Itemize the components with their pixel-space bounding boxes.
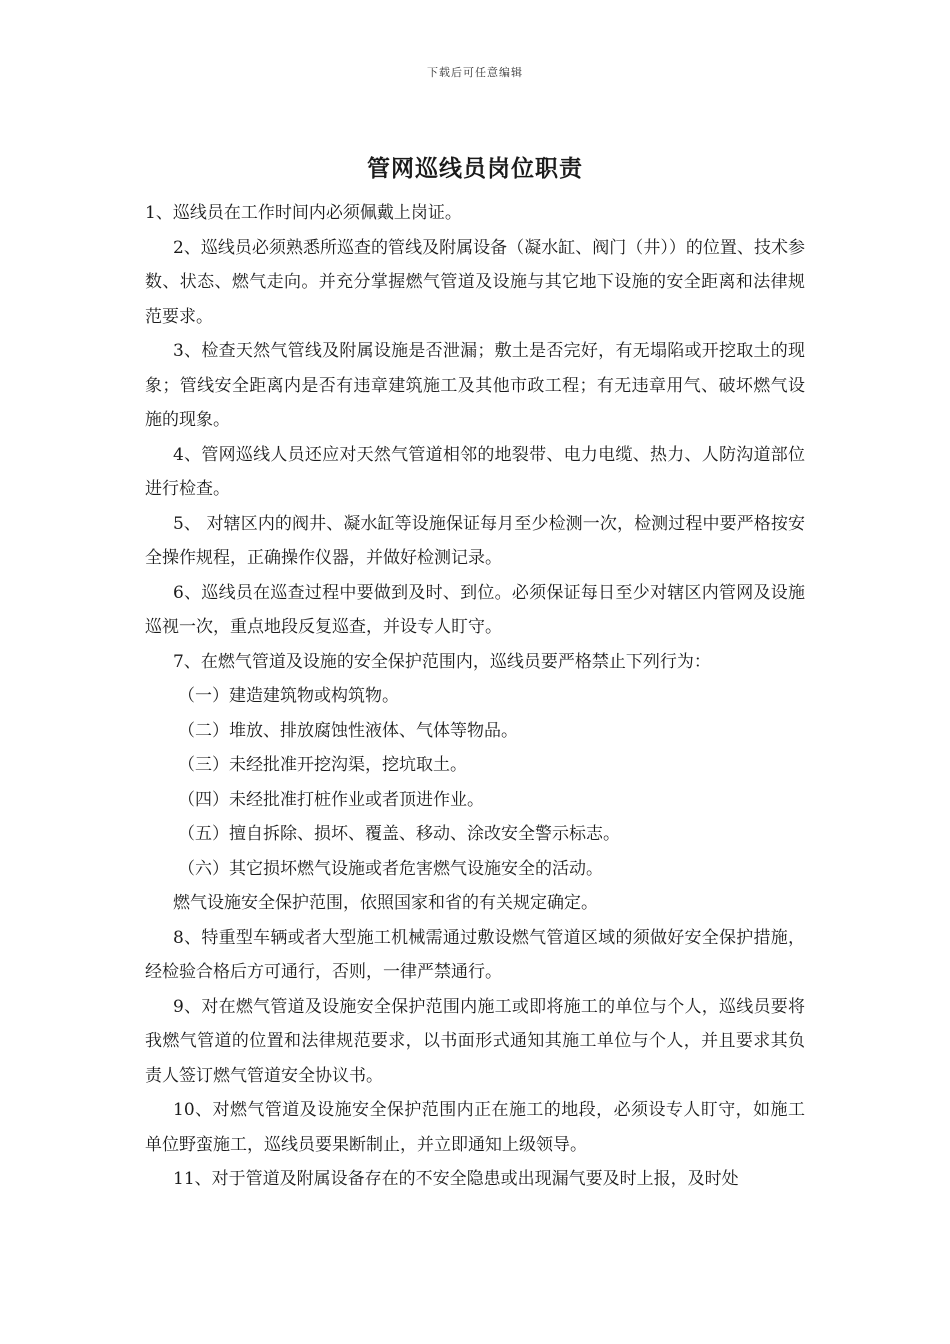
list-item-6: （六）其它损坏燃气设施或者危害燃气设施安全的活动。 [178, 858, 603, 879]
paragraph-protection-range: 燃气设施安全保护范围，依照国家和省的有关规定确定。 [173, 893, 598, 913]
paragraph-3: 3、检查天然气管线及附属设施是否泄漏；敷土是否完好，有无塌陷或开挖取土的现象；管线安全距离内是否有违章建筑施工及其他市政工程；有无违章用气、破坏燃气设施的现象。 [145, 341, 805, 430]
list-item-2: （二）堆放、排放腐蚀性液体、气体等物品。 [178, 720, 518, 741]
list-item-5: （五）擅自拆除、损坏、覆盖、移动、涂改安全警示标志。 [178, 824, 620, 844]
paragraph-7: 7、在燃气管道及设施的安全保护范围内，巡线员要严格禁止下列行为： [173, 651, 711, 672]
paragraph-9: 9、对在燃气管道及设施安全保护范围内施工或即将施工的单位与个人，巡线员要将我燃气管道的位置和法律规范要求，以书面形式通知其施工单位与个人，并且要求其负责人签订燃气管道安全协议书。 [145, 996, 805, 1086]
paragraph-10: 10、对燃气管道及设施安全保护范围内正在施工的地段，必须设专人盯守，如施工单位野蛮施工，巡线员要果断制止，并立即通知上级领导。 [145, 1100, 805, 1155]
paragraph-11: 11、对于管道及附属设备存在的不安全隐患或出现漏气要及时上报，及时处 [173, 1169, 739, 1189]
paragraph-5: 5、 对辖区内的阀井、凝水缸等设施保证每月至少检测一次，检测过程中要严格按安全操作规程，正确操作仪器，并做好检测记录。 [145, 513, 805, 568]
list-item-3: （三）未经批准开挖沟渠，挖坑取土。 [178, 755, 467, 775]
paragraph-2: 2、巡线员必须熟悉所巡查的管线及附属设备（凝水缸、阀门（井））的位置、技术参数、状态、燃气走向。并充分掌握燃气管道及设施与其它地下设施的安全距离和法律规范要求。 [145, 237, 805, 327]
list-item-4: （四）未经批准打桩作业或者顶进作业。 [178, 789, 484, 810]
paragraph-8: 8、特重型车辆或者大型施工机械需通过敷设燃气管道区域的须做好安全保护措施，经检验合格后方可通行，否则，一律严禁通行。 [145, 927, 805, 982]
document-body [145, 196, 805, 1197]
paragraph-6: 6、巡线员在巡查过程中要做到及时、到位。必须保证每日至少对辖区内管网及设施巡视一次，重点地段反复巡查，并设专人盯守。 [145, 582, 805, 637]
header-note: 下载后可任意编辑 [427, 66, 523, 79]
list-item-1: （一）建造建筑物或构筑物。 [178, 686, 399, 706]
paragraph-1: 1、巡线员在工作时间内必须佩戴上岗证。 [145, 203, 462, 223]
document-title: 管网巡线员岗位职责 [367, 155, 583, 182]
paragraph-4: 4、管网巡线人员还应对天然气管道相邻的地裂带、电力电缆、热力、人防沟道部位进行检查。 [145, 444, 805, 499]
